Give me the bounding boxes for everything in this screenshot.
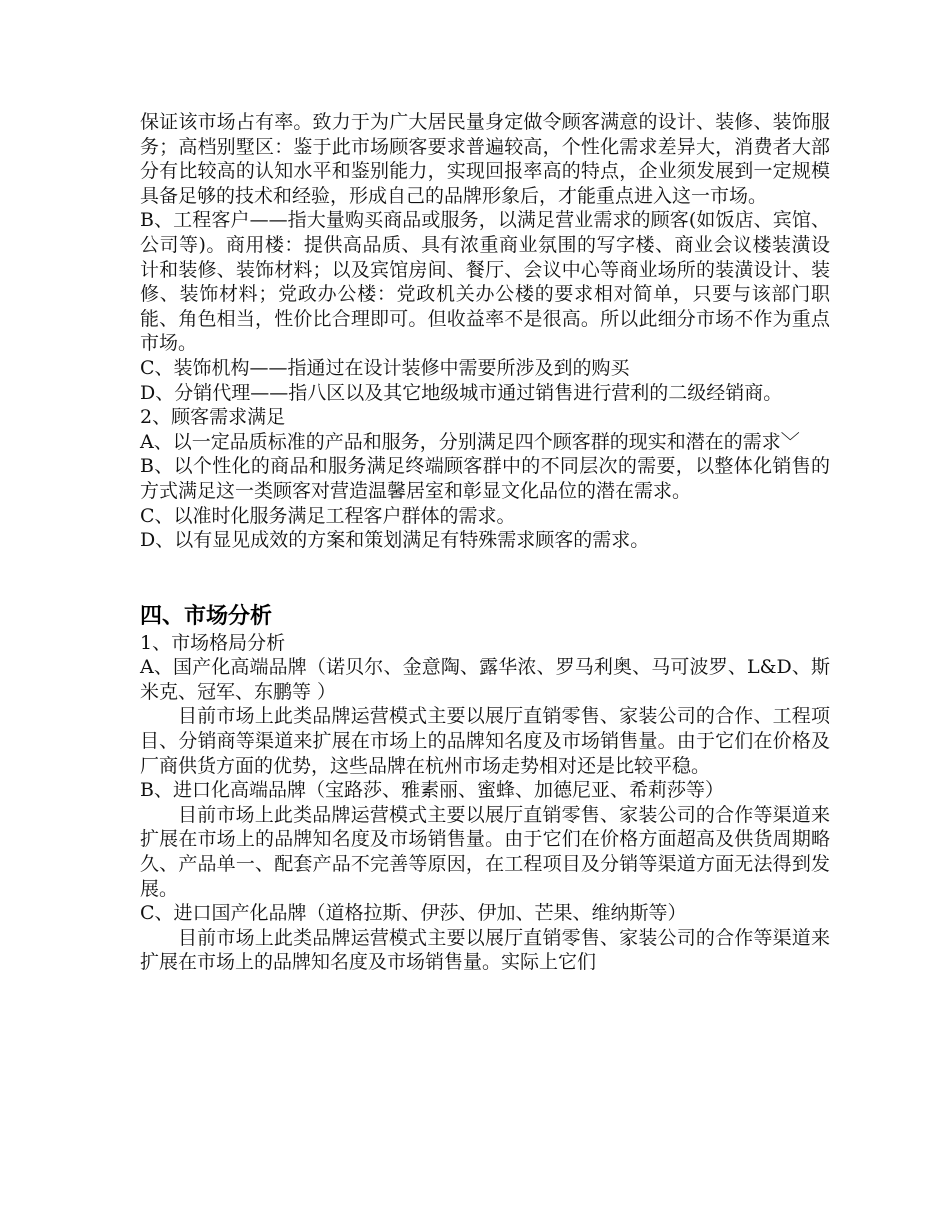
brand-b-heading: B、进口化高端品牌（宝路莎、雅素丽、蜜蜂、加德尼亚、希莉莎等） bbox=[140, 779, 724, 802]
section-title-market-analysis: 四、市场分析 bbox=[140, 603, 273, 629]
paragraph-need-d: D、以有显见成效的方案和策划满足有特殊需求顾客的需求。 bbox=[140, 529, 650, 552]
subheading-customer-needs: 2、顾客需求满足 bbox=[140, 406, 286, 429]
document-page bbox=[140, 110, 830, 975]
brand-c-body: 目前市场上此类品牌运营模式主要以展厅直销零售、家装公司的合作等渠道来扩展在市场上的品牌知名度及市场销售量。实际上它们 bbox=[140, 926, 830, 974]
paragraph-engineering-clients: B、工程客户——指大量购买商品或服务，以满足营业需求的顾客(如饭店、宾馆、公司等)。商用楼：提供高品质、具有浓重商业氛围的写字楼、商业会议楼装潢设计和装修、装饰材料；以及宾馆房间、餐厅、会议中心等商业场所的装潢设计、装修、装饰材料；党政办公楼：党政机关办公楼的要求相对简单，只要与该部门职能、角色相当，性价比合理即可。但收益率不是很高。所以此细分市场不作为重点市场。 bbox=[140, 209, 830, 355]
paragraph-need-a: A、以一定品质标准的产品和服务，分别满足四个顾客群的现实和潜在的需求﹀ bbox=[140, 430, 800, 453]
subheading-market-structure: 1、市场格局分析 bbox=[140, 631, 286, 654]
paragraph-high-end-villa: 保证该市场占有率。致力于为广大居民量身定做令顾客满意的设计、装修、装饰服务；高档别墅区：鉴于此市场顾客要求普遍较高，个性化需求差异大，消费者大部分有比较高的认知水平和鉴别能力，实现回报率高的特点，企业须发展到一定规模具备足够的技术和经验，形成自己的品牌形象后，才能重点进入这一市场。 bbox=[140, 111, 830, 207]
paragraph-decoration-agencies: C、装饰机构——指通过在设计装修中需要所涉及到的购买 bbox=[140, 356, 630, 379]
brand-c-heading: C、进口国产化品牌（道格拉斯、伊莎、伊加、芒果、维纳斯等） bbox=[140, 902, 687, 925]
paragraph-need-b: B、以个性化的商品和服务满足终端顾客群中的不同层次的需要，以整体化销售的方式满足这一类顾客对营造温馨居室和彰显文化品位的潜在需求。 bbox=[140, 455, 830, 502]
paragraph-need-c: C、以准时化服务满足工程客户群体的需求。 bbox=[140, 504, 516, 527]
brand-a-body: 目前市场上此类品牌运营模式主要以展厅直销零售、家装公司的合作、工程项目、分销商等渠道来扩展在市场上的品牌知名度及市场销售量。由于它们在价格及厂商供货方面的优势，这些品牌在杭州市场走势相对还是比较平稳。 bbox=[140, 705, 830, 777]
section-spacer bbox=[140, 553, 830, 603]
brand-a-heading: A、国产化高端品牌（诺贝尔、金意陶、露华浓、罗马利奥、马可波罗、L&D、斯米克、冠军、东鹏等 ） bbox=[140, 656, 830, 703]
brand-b-body: 目前市场上此类品牌运营模式主要以展厅直销零售、家装公司的合作等渠道来扩展在市场上的品牌知名度及市场销售量。由于它们在价格方面超高及供货周期略久、产品单一、配套产品不完善等原因，在工程项目及分销等渠道方面无法得到发展。 bbox=[140, 803, 830, 900]
paragraph-distribution-agents: D、分销代理——指八区以及其它地级城市通过销售进行营利的二级经销商。 bbox=[140, 381, 783, 404]
